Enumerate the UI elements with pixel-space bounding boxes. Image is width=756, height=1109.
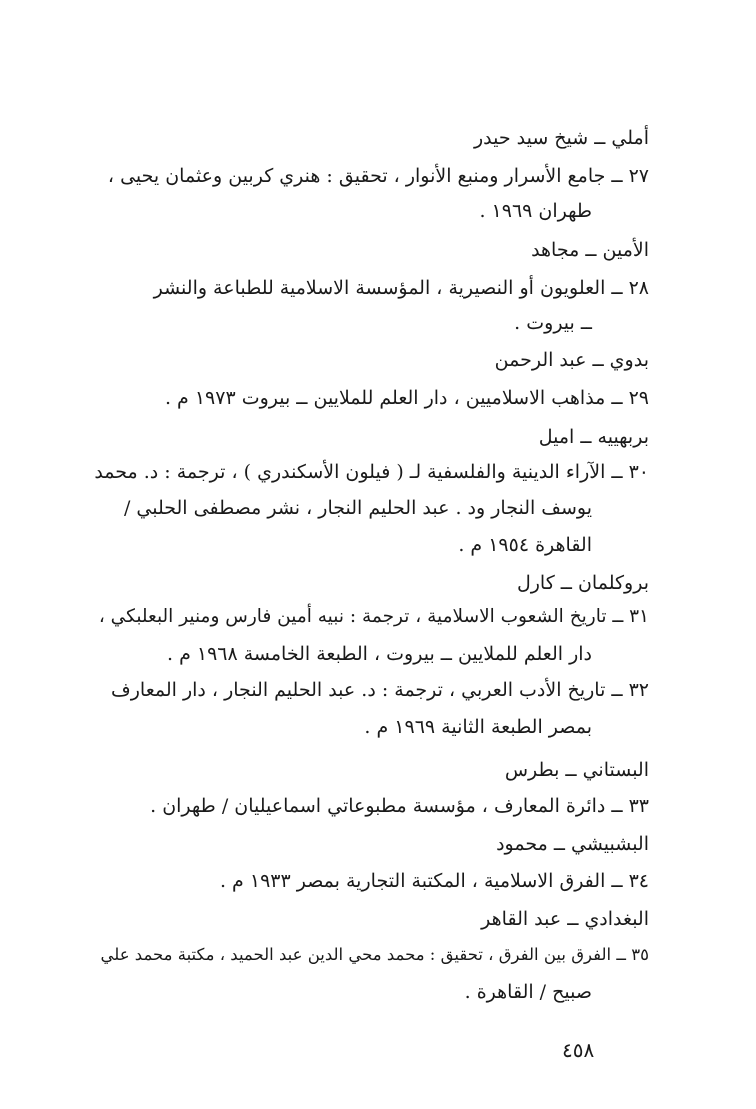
bibliography-entry-continuation: دار العلم للملايين ــ بيروت ، الطبعة الخامسة ١٩٦٨ م .: [166, 643, 592, 665]
author-heading: أملي ــ شيخ سيد حيدر: [473, 127, 649, 149]
bibliography-entry-continuation: ــ بيروت .: [514, 312, 592, 334]
bibliography-entry-continuation: طهران ١٩٦٩ .: [479, 200, 592, 222]
author-heading: بروكلمان ــ كارل: [516, 572, 649, 594]
bibliography-entry: ٣٤ ــ الفرق الاسلامية ، المكتبة التجارية بمصر ١٩٣٣ م .: [219, 870, 649, 892]
author-heading: البشبيشي ــ محمود: [496, 833, 649, 855]
page-number: ٤٥٨: [562, 1038, 595, 1062]
author-heading: البغدادي ــ عبد القاهر: [481, 908, 649, 930]
bibliography-entry: ٢٩ ــ مذاهب الاسلاميين ، دار العلم للملايين ــ بيروت ١٩٧٣ م .: [164, 387, 649, 409]
bibliography-entry: ٣٥ ــ الفرق بين الفرق ، تحقيق : محمد محي الدين عبد الحميد ، مكتبة محمد علي: [100, 945, 649, 964]
bibliography-entry: ٢٧ ــ جامع الأسرار ومنبع الأنوار ، تحقيق : هنري كربين وعثمان يحيى ،: [107, 165, 649, 187]
bibliography-entry-continuation: صبيح / القاهرة .: [464, 981, 592, 1003]
author-heading: البستاني ــ بطرس: [504, 759, 649, 781]
author-heading: بربهييه ــ اميل: [538, 426, 649, 448]
author-heading: الأمين ــ مجاهد: [531, 239, 649, 261]
bibliography-entry: ٣٠ ــ الآراء الدينية والفلسفية لـ ( فيلون الأسكندري ) ، ترجمة : د. محمد: [94, 461, 649, 483]
bibliography-entry: ٣٣ ــ دائرة المعارف ، مؤسسة مطبوعاتي اسماعيليان / طهران .: [150, 795, 649, 817]
author-heading: بدوي ــ عبد الرحمن: [494, 349, 649, 371]
bibliography-entry-continuation: يوسف النجار ود . عبد الحليم النجار ، نشر مصطفى الحلبي /: [123, 497, 592, 519]
bibliography-entry-continuation: بمصر الطبعة الثانية ١٩٦٩ م .: [364, 716, 592, 738]
bibliography-entry: ٣١ ــ تاريخ الشعوب الاسلامية ، ترجمة : نبيه أمين فارس ومنير البعلبكي ،: [98, 606, 649, 627]
bibliography-entry-continuation: القاهرة ١٩٥٤ م .: [458, 534, 592, 556]
bibliography-entry: ٣٢ ــ تاريخ الأدب العربي ، ترجمة : د. عبد الحليم النجار ، دار المعارف: [111, 679, 649, 701]
bibliography-entry: ٢٨ ــ العلويون أو النصيرية ، المؤسسة الاسلامية للطباعة والنشر: [153, 277, 649, 299]
